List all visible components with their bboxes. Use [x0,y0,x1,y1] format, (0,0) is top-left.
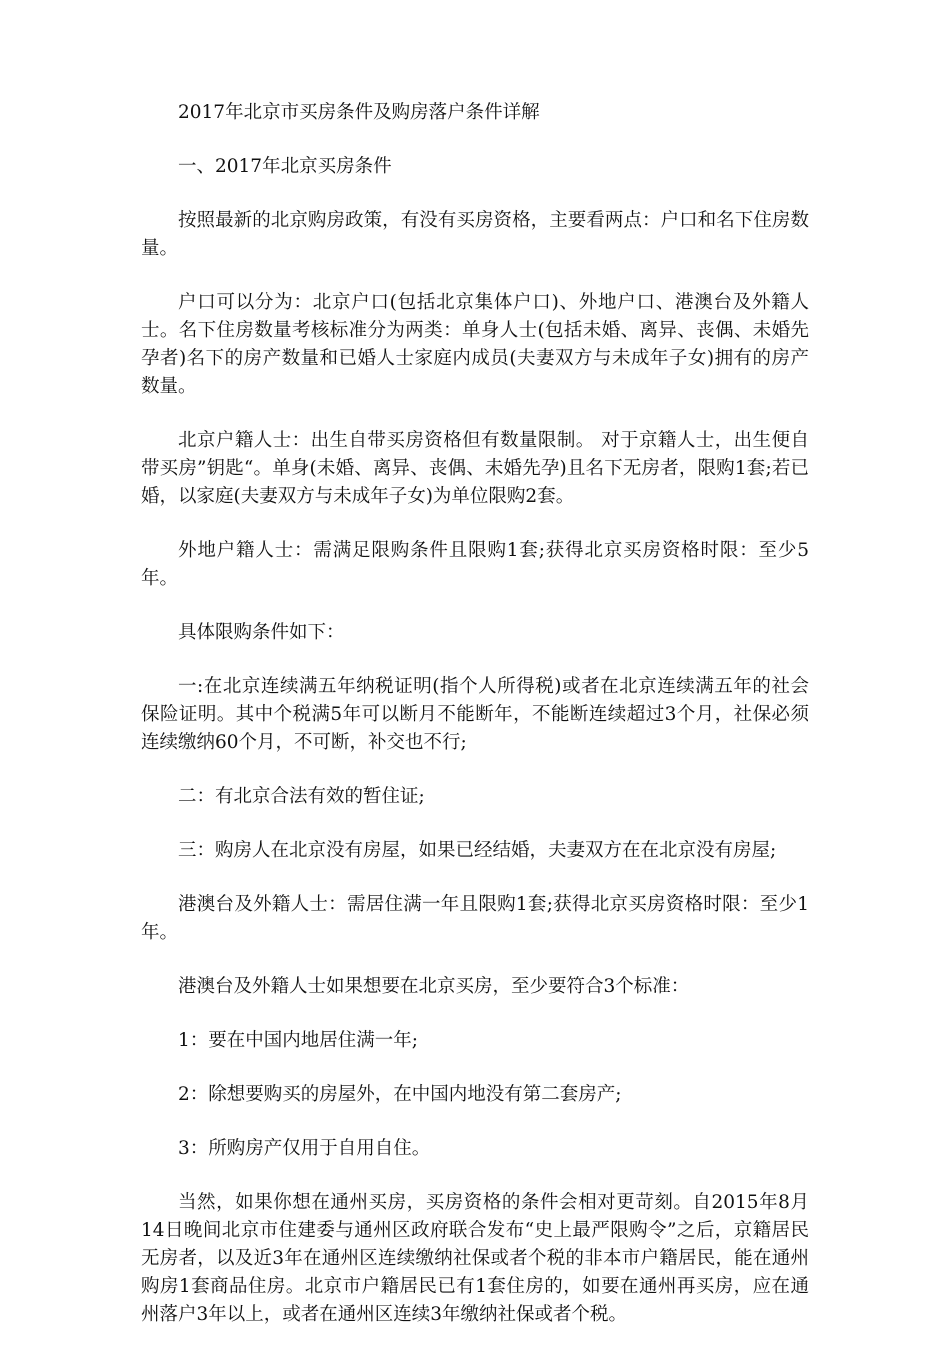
list-item: 2：除想要购买的房屋外，在中国内地没有第二套房产; [178,1084,622,1105]
paragraph: 港澳台及外籍人士如果想要在北京买房，至少要符合3个标准： [178,976,690,997]
document-body [141,99,809,1355]
paragraph: 户口可以分为：北京户口(包括北京集体户口)、外地户口、港澳台及外籍人士。名下住房数量考核标准分为两类：单身人士(包括未婚、离异、丧偶、未婚先孕者)名下的房产数量和已婚人士家庭内成员(夫妻双方与未成年子女)拥有的房产数量。 [141,292,809,397]
list-item: 3：所购房产仅用于自用自住。 [178,1138,431,1159]
list-item: 1：要在中国内地居住满一年; [178,1030,419,1051]
paragraph: 按照最新的北京购房政策，有没有买房资格，主要看两点：户口和名下住房数量。 [141,210,809,259]
paragraph: 一:在北京连续满五年纳税证明(指个人所得税)或者在北京连续满五年的社会保险证明。其中个税满5年可以断月不能断年，不能断连续超过3个月，社保必须连续缴纳60个月，不可断，补交也不行; [141,676,809,753]
paragraph: 港澳台及外籍人士：需居住满一年且限购1套;获得北京买房资格时限：至少1年。 [141,894,809,943]
paragraph: 二：有北京合法有效的暂住证; [178,786,425,807]
paragraph: 当然，如果你想在通州买房，买房资格的条件会相对更苛刻。自2015年8月14日晚间北京市住建委与通州区政府联合发布“史上最严限购令”之后，京籍居民无房者，以及近3年在通州区连续缴纳社保或者个税的非本市户籍居民，能在通州购房1套商品住房。北京市户籍居民已有1套住房的，如要在通州再买房，应在通州落户3年以上，或者在通州区连续3年缴纳社保或者个税。 [141,1192,809,1325]
paragraph: 外地户籍人士：需满足限购条件且限购1套;获得北京买房资格时限：至少5年。 [141,540,809,589]
document-title: 2017年北京市买房条件及购房落户条件详解 [178,102,540,123]
paragraph: 北京户籍人士：出生自带买房资格但有数量限制。 对于京籍人士，出生便自带买房”钥匙“。单身(未婚、离异、丧偶、未婚先孕)且名下无房者，限购1套;若已婚，以家庭(夫妻双方与未成年子女)为单位限购2套。 [141,430,809,507]
section-heading: 一、2017年北京买房条件 [178,156,392,177]
paragraph: 三：购房人在北京没有房屋，如果已经结婚，夫妻双方在在北京没有房屋; [178,840,777,861]
paragraph: 具体限购条件如下： [178,622,345,643]
